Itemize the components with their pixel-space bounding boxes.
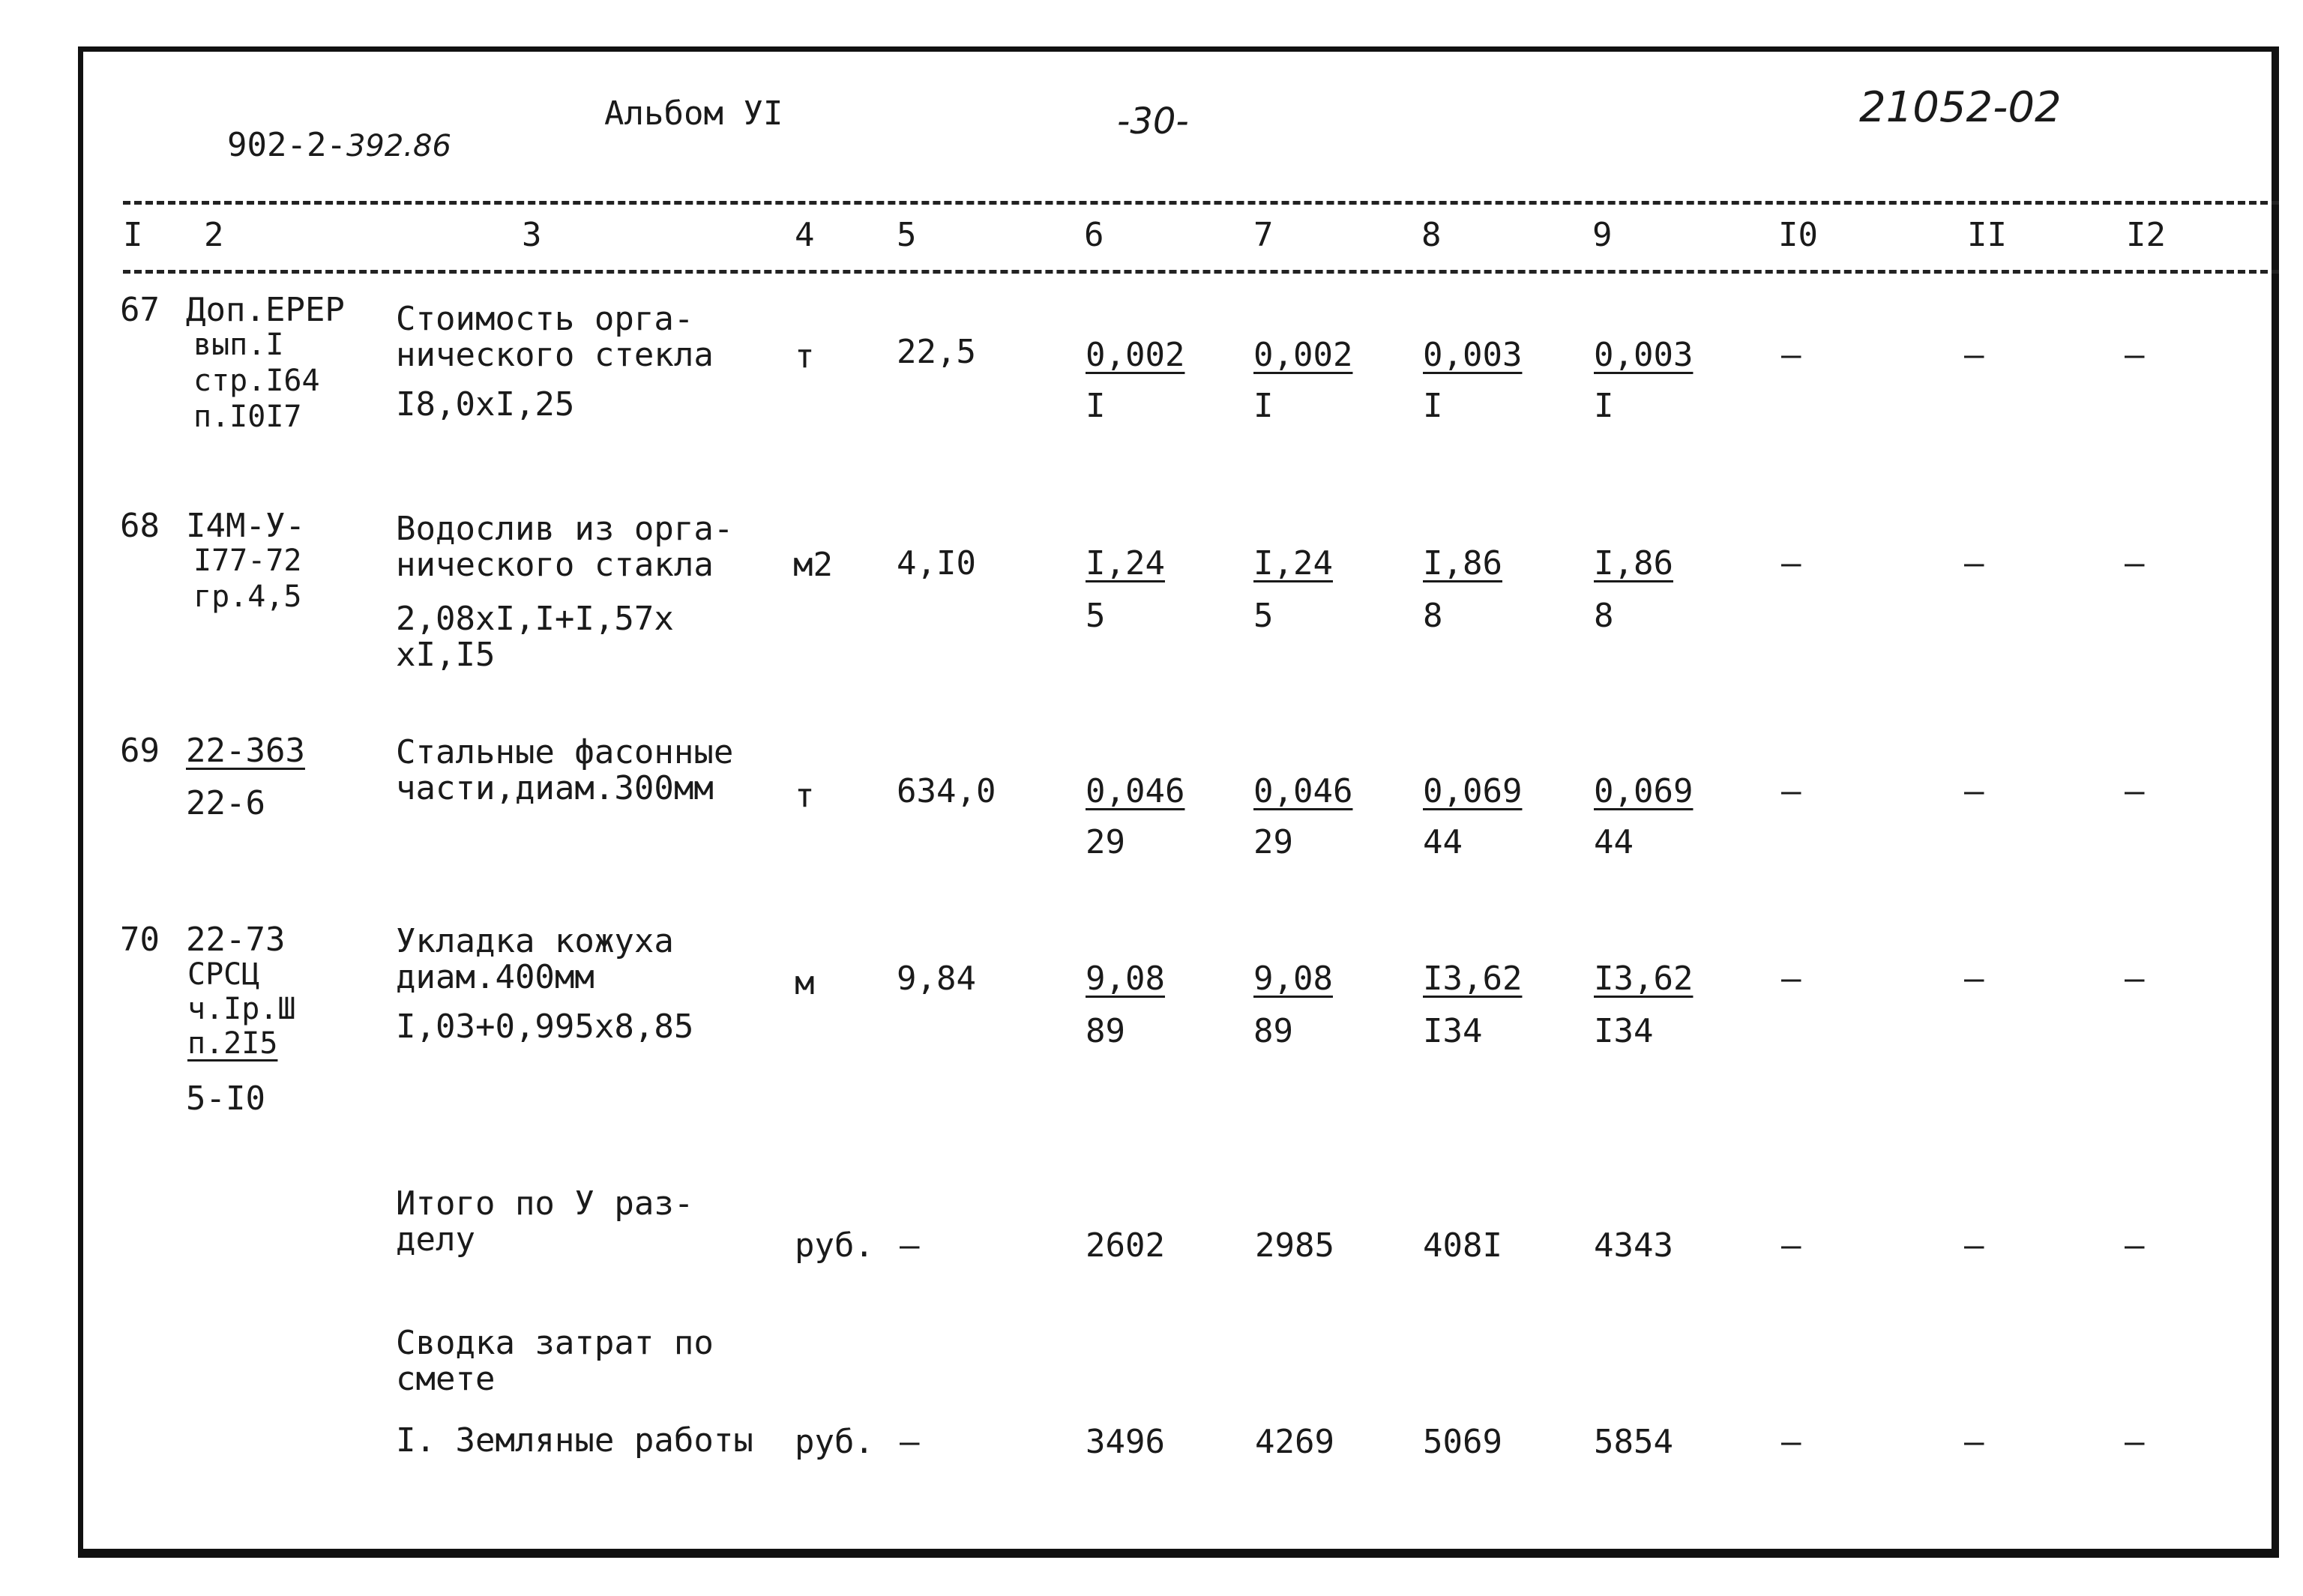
row-c9-bottom: 8 [1594,597,1614,635]
row-code-line: вып.I [193,328,284,362]
total-c11: – [1964,1226,1984,1265]
col-header-12: I2 [2126,216,2166,254]
header-rule-top [123,201,2279,205]
row-unit: м [795,964,815,1002]
row-description-line: I,03+0,995x8,85 [396,1008,694,1046]
total-c10: – [1781,1226,1801,1265]
row-number: 69 [120,732,160,770]
row-unit: м2 [793,546,833,584]
row-c9-top: 0,069 [1594,772,1694,810]
row-c12: – [2125,960,2145,998]
album-label: Альбом УI [604,94,783,133]
row-c7-bottom: 5 [1253,597,1274,635]
col-header-4: 4 [795,216,815,254]
row-c10: – [1781,772,1801,810]
row-c9-top: I,86 [1594,544,1673,582]
project-number: 21052-02 [1859,83,2062,132]
row-c7-bottom: I [1253,387,1274,425]
total-c12: – [2125,1226,2145,1265]
total-unit: руб. [795,1226,874,1265]
summary-c10: – [1781,1423,1801,1461]
row-c7-top: 0,046 [1253,772,1353,810]
summary-heading-line: Сводка затрат по [396,1324,714,1362]
col-header-10: I0 [1778,216,1818,254]
col-header-1: I [123,216,143,254]
row-c6-top: I,24 [1086,544,1165,582]
row-code-line: п.I0I7 [193,400,302,434]
row-price: 9,84 [897,960,976,998]
row-c8-top: I3,62 [1423,960,1523,998]
row-c9-bottom: 44 [1594,823,1634,861]
row-unit: т [795,337,815,376]
row-description-line: Укладка кожуха [396,922,674,960]
row-c10: – [1781,336,1801,374]
col-header-9: 9 [1592,216,1613,254]
row-number: 68 [120,507,160,545]
summary-c6: 3496 [1086,1423,1165,1461]
row-code-line: 22-363 [186,732,305,770]
row-number: 70 [120,921,160,959]
row-c7-bottom: 89 [1253,1012,1293,1050]
col-header-5: 5 [897,216,917,254]
row-code-line: п.2I5 [187,1026,278,1061]
summary-c9: 5854 [1594,1423,1673,1461]
row-code-line: 22-73 [186,921,286,959]
row-c6-bottom: 89 [1086,1012,1125,1050]
col-header-2: 2 [204,216,224,254]
row-c7-top: 9,08 [1253,960,1333,998]
row-c6-top: 0,002 [1086,336,1185,374]
summary-c11: – [1964,1423,1984,1461]
doc-code-handwritten: 392.86 [346,129,451,163]
row-c6-top: 0,046 [1086,772,1185,810]
row-number: 67 [120,291,160,329]
header-rule-bottom [123,270,2279,274]
row-c8-bottom: 8 [1423,597,1443,635]
row-c6-bottom: 29 [1086,823,1125,861]
doc-code-printed: 902-2- [226,126,346,164]
page-number: -30- [1117,100,1189,142]
col-header-6: 6 [1084,216,1104,254]
summary-price: – [900,1423,920,1461]
row-description-line: Водослив из орга- [396,510,734,548]
row-description-line: Стоимость орга- [396,300,694,338]
row-c8-bottom: 44 [1423,823,1463,861]
row-code-line: СРСЦ [187,957,260,992]
total-c7: 2985 [1255,1226,1334,1265]
row-c9-bottom: I [1594,387,1614,425]
row-c6-bottom: I [1086,387,1106,425]
row-code-line: 22-6 [186,784,265,822]
row-c9-bottom: I34 [1594,1012,1654,1050]
summary-item-label: I. Земляные работы [396,1421,753,1460]
row-description-line: нического стакла [396,546,714,584]
total-c6: 2602 [1086,1226,1165,1265]
total-description-line: делу [396,1220,475,1259]
row-description-line: xI,I5 [396,636,496,674]
row-c7-top: 0,002 [1253,336,1353,374]
row-c6-bottom: 5 [1086,597,1106,635]
summary-c12: – [2125,1423,2145,1461]
row-c11: – [1964,544,1984,582]
row-description-line: I8,0xI,25 [396,385,575,424]
total-price: – [900,1226,920,1265]
row-unit: т [795,777,815,815]
row-description-line: диам.400мм [396,958,594,996]
row-code-line: гр.4,5 [193,579,302,614]
summary-c8: 5069 [1423,1423,1502,1461]
row-c8-bottom: I [1423,387,1443,425]
summary-heading-line: смете [396,1360,496,1398]
total-c9: 4343 [1594,1226,1673,1265]
row-c12: – [2125,336,2145,374]
row-c8-bottom: I34 [1423,1012,1483,1050]
row-description-line: 2,08xI,I+I,57x [396,600,674,638]
row-code-line: стр.I64 [193,364,320,398]
row-description-line: Стальные фасонные [396,733,734,771]
row-price: 634,0 [897,772,996,810]
row-c10: – [1781,544,1801,582]
col-header-8: 8 [1421,216,1442,254]
row-c9-top: 0,003 [1594,336,1694,374]
row-c9-top: I3,62 [1594,960,1694,998]
row-c12: – [2125,772,2145,810]
row-c6-top: 9,08 [1086,960,1165,998]
row-c8-top: 0,069 [1423,772,1523,810]
col-header-7: 7 [1253,216,1274,254]
row-price: 4,I0 [897,544,976,582]
row-c12: – [2125,544,2145,582]
summary-unit: руб. [795,1423,874,1461]
row-c11: – [1964,960,1984,998]
row-c11: – [1964,772,1984,810]
row-c8-top: I,86 [1423,544,1502,582]
row-c7-top: I,24 [1253,544,1333,582]
total-c8: 408I [1423,1226,1502,1265]
row-code-line: 5-I0 [186,1079,265,1118]
col-header-11: II [1967,216,2007,254]
row-code-line: Доп.ЕРЕР [186,291,345,329]
row-code-line: ч.Iр.Ш [187,992,296,1026]
row-price: 22,5 [897,333,976,371]
doc-code [187,96,451,163]
row-c7-bottom: 29 [1253,823,1293,861]
row-c11: – [1964,336,1984,374]
row-description-line: части,диам.300мм [396,769,714,807]
col-header-3: 3 [522,216,542,254]
row-code-line: I4М-У- [186,507,305,545]
total-description-line: Итого по У раз- [396,1184,694,1223]
summary-c7: 4269 [1255,1423,1334,1461]
row-code-line: I77-72 [193,543,302,578]
row-c10: – [1781,960,1801,998]
row-c8-top: 0,003 [1423,336,1523,374]
row-description-line: нического стекла [396,336,714,374]
